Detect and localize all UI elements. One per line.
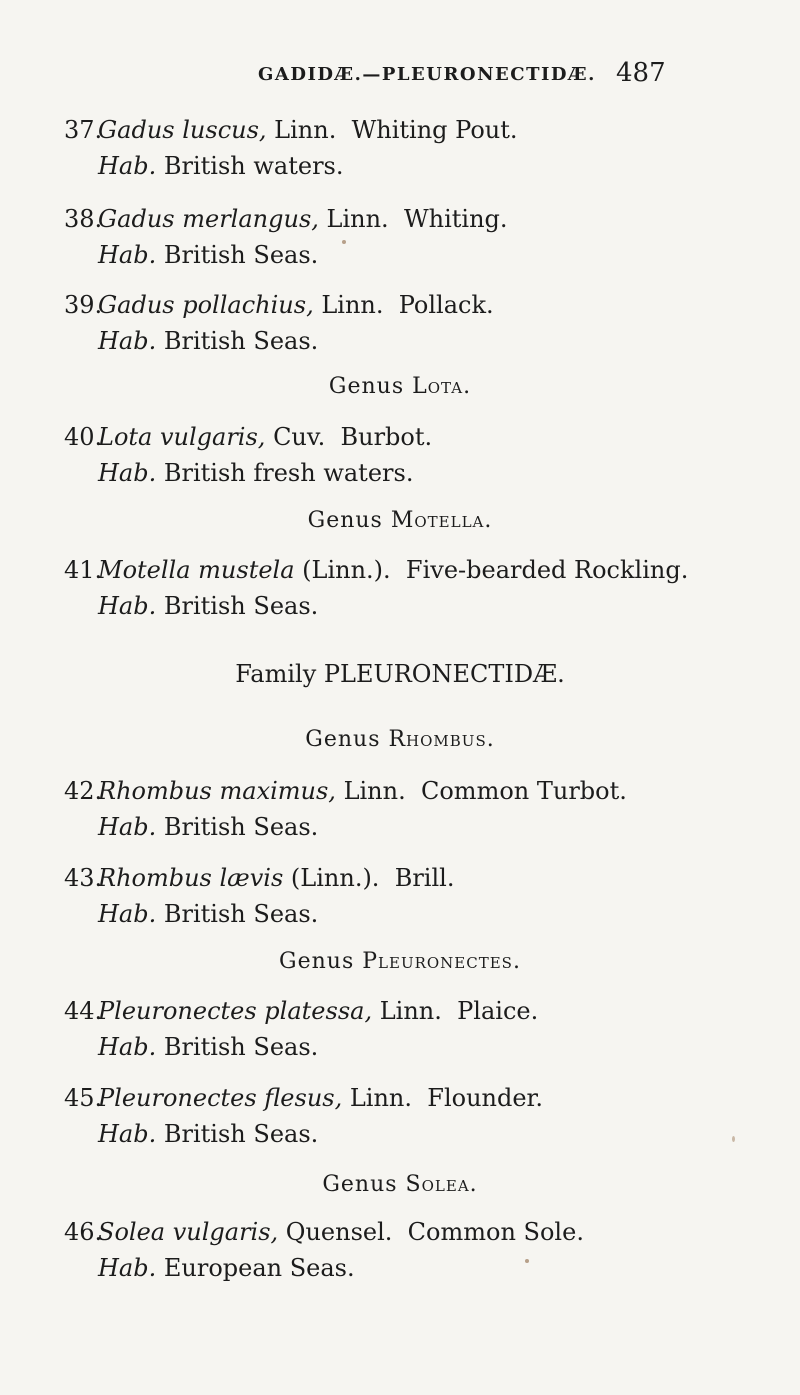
authority: Linn. xyxy=(266,116,337,144)
scientific-name: Rhombus lævis xyxy=(98,864,284,892)
habitat-label: Hab. xyxy=(98,1254,157,1282)
habitat-label: Hab. xyxy=(98,900,157,928)
habitat-label: Hab. xyxy=(98,1033,157,1061)
family-heading: Family PLEURONECTIDÆ. xyxy=(235,660,565,688)
authority: Cuv. xyxy=(265,423,326,451)
common-name: Common Turbot. xyxy=(405,777,627,805)
common-name: Burbot. xyxy=(325,423,433,451)
habitat: British Seas. xyxy=(156,592,319,620)
species-entry-37 xyxy=(64,112,784,184)
scientific-name: Gadus luscus, xyxy=(98,116,267,144)
common-name: Common Sole. xyxy=(392,1218,584,1246)
species-entry-43 xyxy=(64,860,784,932)
common-name: Pollack. xyxy=(383,291,494,319)
common-name: Whiting Pout. xyxy=(336,116,518,144)
entry-number: 42. xyxy=(64,777,103,805)
habitat-label: Hab. xyxy=(98,241,157,269)
page-header xyxy=(0,58,800,92)
habitat: British Seas. xyxy=(156,1120,319,1148)
common-name: Five-bearded Rockling. xyxy=(390,556,689,584)
authority: Linn. xyxy=(342,1084,413,1112)
habitat-label: Hab. xyxy=(98,152,157,180)
habitat: British Seas. xyxy=(156,327,319,355)
authority: Linn. xyxy=(313,291,384,319)
authority: Quensel. xyxy=(278,1218,393,1246)
genus-heading-rhombus: Genus Rhombus. xyxy=(305,727,495,752)
scientific-name: Gadus pollachius, xyxy=(98,291,314,319)
species-entry-41 xyxy=(64,552,784,624)
habitat: British Seas. xyxy=(156,1033,319,1061)
paper-speck xyxy=(732,1136,735,1142)
habitat: British Seas. xyxy=(156,900,319,928)
habitat-label: Hab. xyxy=(98,459,157,487)
running-head: GADIDÆ.—PLEURONECTIDÆ. xyxy=(258,64,596,85)
species-entry-46 xyxy=(64,1214,784,1286)
habitat: British Seas. xyxy=(156,813,319,841)
scientific-name: Pleuronectes platessa, xyxy=(98,997,373,1025)
scientific-name: Gadus merlangus, xyxy=(98,205,319,233)
habitat: European Seas. xyxy=(156,1254,355,1282)
genus-heading-solea: Genus Solea. xyxy=(322,1172,478,1197)
habitat: British Seas. xyxy=(156,241,319,269)
habitat: British waters. xyxy=(156,152,344,180)
authority: (Linn.). xyxy=(294,556,391,584)
species-entry-44 xyxy=(64,993,784,1065)
habitat-label: Hab. xyxy=(98,1120,157,1148)
common-name: Whiting. xyxy=(388,205,508,233)
paper-speck xyxy=(525,1259,529,1263)
entry-number: 46. xyxy=(64,1218,103,1246)
species-entry-40 xyxy=(64,419,784,491)
authority: Linn. xyxy=(335,777,406,805)
species-entry-42 xyxy=(64,773,784,845)
species-entry-38 xyxy=(64,201,784,273)
species-entry-45 xyxy=(64,1080,784,1152)
authority: Linn. xyxy=(372,997,442,1025)
entry-number: 39. xyxy=(64,291,103,319)
habitat-label: Hab. xyxy=(98,813,157,841)
entry-number: 45. xyxy=(64,1084,103,1112)
scientific-name: Pleuronectes flesus, xyxy=(98,1084,343,1112)
scientific-name: Solea vulgaris, xyxy=(98,1218,279,1246)
scientific-name: Lota vulgaris, xyxy=(98,423,266,451)
entry-number: 44. xyxy=(64,997,103,1025)
scientific-name: Rhombus maximus, xyxy=(98,777,336,805)
scientific-name: Motella mustela xyxy=(98,556,295,584)
species-entry-39 xyxy=(64,287,784,359)
entry-number: 38. xyxy=(64,205,103,233)
habitat: British fresh waters. xyxy=(156,459,414,487)
authority: Linn. xyxy=(318,205,389,233)
habitat-label: Hab. xyxy=(98,327,157,355)
entry-number: 37. xyxy=(64,116,103,144)
genus-heading-lota: Genus Lota. xyxy=(328,374,472,399)
genus-heading-motella: Genus Motella. xyxy=(307,508,493,533)
page-number: 487 xyxy=(616,58,666,88)
common-name: Plaice. xyxy=(441,997,539,1025)
paper-speck xyxy=(342,240,346,244)
entry-number: 40. xyxy=(64,423,103,451)
entry-number: 43. xyxy=(64,864,103,892)
common-name: Flounder. xyxy=(412,1084,544,1112)
common-name: Brill. xyxy=(379,864,455,892)
authority: (Linn.). xyxy=(283,864,380,892)
entry-number: 41. xyxy=(64,556,103,584)
habitat-label: Hab. xyxy=(98,592,157,620)
genus-heading-pleuronectes: Genus Pleuronectes. xyxy=(279,949,521,974)
